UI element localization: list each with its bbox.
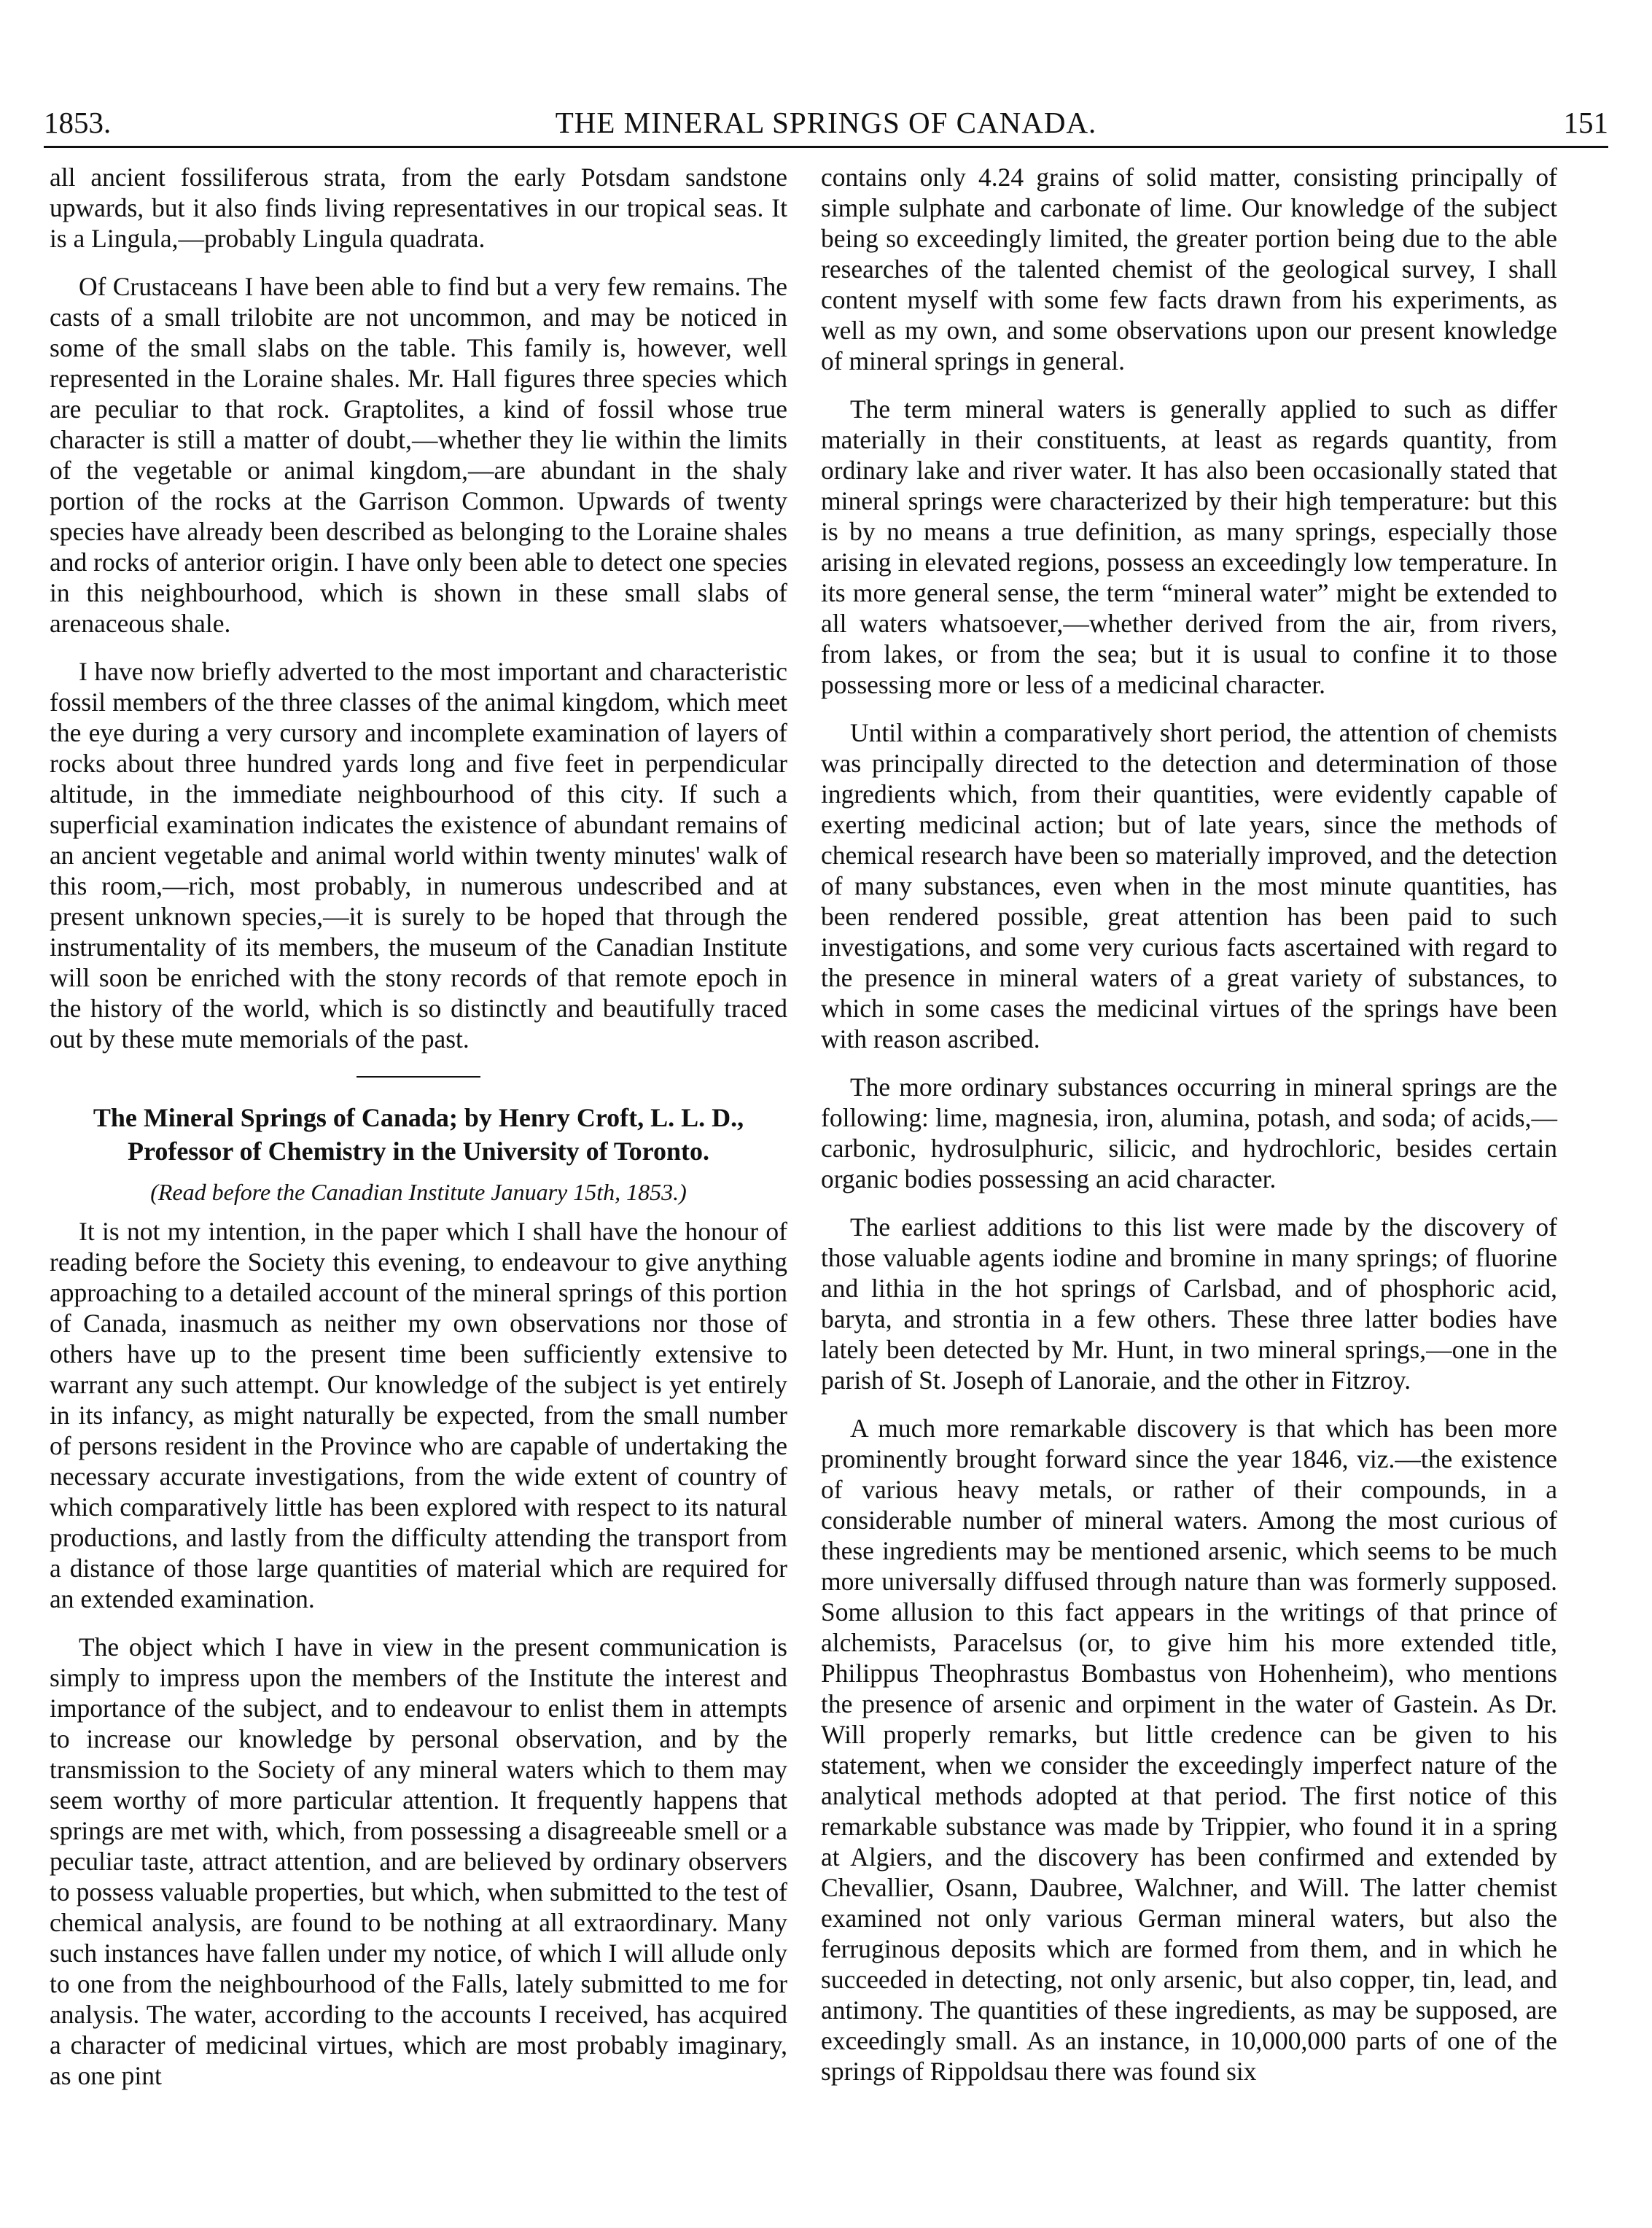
article-title: The Mineral Springs of Canada; by Henry Croft, L. L. D., Professor of Chemistry in the University of Toronto. (93, 1103, 744, 1166)
section-divider (356, 1076, 480, 1078)
header-year: 1853. (44, 106, 112, 139)
right-column (821, 162, 1557, 2087)
paragraph: It is not my intention, in the paper which I shall have the honour of reading before the Society this evening, to endeavour to give anything approaching to a detailed account of the mineral springs of this portion of Canada, inasmuch as neither my own observations nor those of others have up to the present time been sufficiently extensive to warrant any such attempt. Our knowledge of the subject is yet entirely in its infancy, as might naturally be expected, from the small number of persons resident in the Province who are capable of undertaking the necessary accurate investigations, from the wide extent of country of which comparatively little has been explored with respect to its natural productions, and lastly from the difficulty attending the transport from a distance of those large quantities of material which are required for an extended examination. (50, 1217, 787, 1613)
article-note: (Read before the Canadian Institute January 15th, 1853.) (150, 1179, 687, 1205)
left-column (50, 162, 787, 2091)
paragraph: I have now briefly adverted to the most important and characteristic fossil members of the three classes of the animal kingdom, which meet the eye during a very cursory and incomplete examination of layers of rocks about three hundred yards long and five feet in perpendicular altitude, in the immediate neighbourhood of this city. If such a superficial examination indicates the existence of abundant remains of an ancient vegetable and animal world within twenty minutes' walk of this room,—rich, most probably, in numerous undescribed and at present unknown species,—it is surely to be hoped that through the instrumentality of its members, the museum of the Canadian Institute will soon be enriched with the stony records of that remote epoch in the history of the world, which is so distinctly and beautifully traced out by these mute memorials of the past. (50, 657, 787, 1053)
paragraph: Until within a comparatively short period, the attention of chemists was principally directed to the detection and determination of those ingredients which, from their quantities, were evidently capable of exerting medicinal action; but of late years, since the methods of chemical research have been so materially improved, and the detection of many substances, even when in the most minute quantities, has been rendered possible, great attention has been paid to such investigations, and some very curious facts ascertained with regard to the presence in mineral waters of a great variety of substances, to which in some cases the medicinal virtues of the springs have been with reason ascribed. (821, 718, 1557, 1053)
paragraph: A much more remarkable discovery is that which has been more prominently brought forward since the year 1846, viz.—the existence of various heavy metals, or rather of their compounds, in a considerable number of mineral waters. Among the most curious of these ingredients may be mentioned arsenic, which seems to be much more universally diffused through nature than was formerly supposed. Some allusion to this fact appears in the writings of that prince of alchemists, Paracelsus (or, to give him his more extended title, Philippus Theophrastus Bombastus von Hohenheim), who mentions the presence of arsenic and orpiment in the water of Gastein. As Dr. Will properly remarks, but little credence can be given to his statement, when we consider the exceedingly imperfect nature of the analytical methods adopted at that period. The first notice of this remarkable substance was made by Trippier, who found it in a spring at Algiers, and the discovery has been confirmed and extended by Chevallier, Osann, Daubree, Walchner, and Will. The latter chemist examined not only various German mineral waters, but also the ferruginous deposits which are formed from them, and in which he succeeded in detecting, not only arsenic, but also copper, tin, lead, and antimony. The quantities of these ingredients, as may be supposed, are exceedingly small. As an instance, in 10,000,000 parts of one of the springs of Rippoldsau there was found six (821, 1414, 1557, 2086)
paragraph: The term mineral waters is generally applied to such as differ materially in their constituents, at least as regards quantity, from ordinary lake and river water. It has also been occasionally stated that mineral springs were characterized by their high temperature: but this is by no means a true definition, as many springs, especially those arising in elevated regions, possess an exceedingly low temperature. In its more general sense, the term “mineral water” might be extended to all waters whatsoever,—whether derived from the air, from rivers, from lakes, or from the sea; but it is usual to confine it to those possessing more or less of a medicinal character. (821, 394, 1557, 699)
paragraph: The earliest additions to this list were made by the discovery of those valuable agents iodine and bromine in many springs; of fluorine and lithia in the hot springs of Carlsbad, and of phosphoric acid, baryta, and strontia in a few others. These three latter bodies have lately been detected by Mr. Hunt, in two mineral springs,—one in the parish of St. Joseph of Lanoraie, and the other in Fitzroy. (821, 1212, 1557, 1395)
page-number: 151 (1563, 106, 1608, 139)
paragraph: Of Crustaceans I have been able to find but a very few remains. The casts of a small trilobite are not uncommon, and may be noticed in some of the small slabs on the table. This family is, however, well represented in the Loraine shales. Mr. Hall figures three species which are peculiar to that rock. Graptolites, a kind of fossil whose true character is still a matter of doubt,—whether they lie within the limits of the vegetable or animal kingdom,—are abundant in the shaly portion of the rocks at the Garrison Common. Upwards of twenty species have already been described as belonging to the Loraine shales and rocks of anterior origin. I have only been able to detect one species in this neighbourhood, which is shown in these small slabs of arenaceous shale. (50, 272, 787, 638)
paragraph: all ancient fossiliferous strata, from the early Potsdam sandstone upwards, but it also finds living representatives in our tropical seas. It is a Lingula,—probably Lingula quadrata. (50, 163, 787, 253)
paragraph: The object which I have in view in the present communication is simply to impress upon the members of the Institute the interest and importance of the subject, and to endeavour to enlist them in attempts to increase our knowledge by personal observation, and by the transmission to the Society of any mineral waters which to them may seem worthy of more particular attention. It frequently happens that springs are met with, which, from possessing a disagreeable smell or a peculiar taste, attract attention, and are believed by ordinary observers to possess valuable properties, but which, when submitted to the test of chemical analysis, are found to be nothing at all extraordinary. Many such instances have fallen under my notice, of which I will allude only to one from the neighbourhood of the Falls, lately submitted to me for analysis. The water, according to the accounts I received, has acquired a character of medicinal virtues, which are most probably imaginary, as one pint (50, 1632, 787, 2090)
paragraph: The more ordinary substances occurring in mineral springs are the following: lime, magnesia, iron, alumina, potash, and soda; of acids,—carbonic, hydrosulphuric, silicic, and hydrochloric, besides certain organic bodies possessing an acid character. (821, 1072, 1557, 1193)
header-title: THE MINERAL SPRINGS OF CANADA. (555, 106, 1097, 139)
running-head (44, 102, 1608, 148)
paragraph: contains only 4.24 grains of solid matter, consisting principally of simple sulphate and carbonate of lime. Our knowledge of the subject being so exceedingly limited, the greater portion being due to the able researches of the talented chemist of the geological survey, I shall content myself with some few facts drawn from his experiments, as well as my own, and some observations upon our present knowledge of mineral springs in general. (821, 163, 1557, 375)
